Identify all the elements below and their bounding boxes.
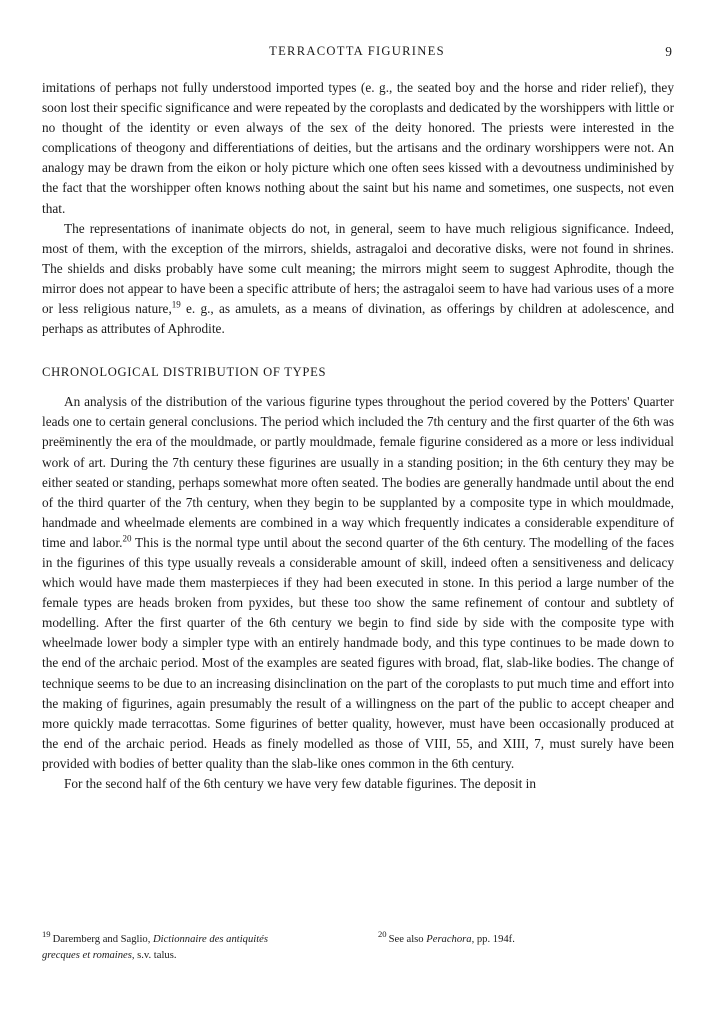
paragraph-2-part-b: e. g., as amulets, as a means of divination, as offerings by children at adolescence, and perhaps as attributes of Aphrodite. xyxy=(42,301,674,337)
paragraph-3-part-a: An analysis of the distribution of the various figurine types throughout the period covered by the Potters' Quarter leads one to certain general conclusions. The period which included the 7th century and the first quarter of the 6th was preëminently the era of the mouldmade, or partly mouldmade, female figurine considered as a more or less individual work of art. During the 7th century these figurines are usually in a standing position; in the 6th century they may be either seated or standing, perhaps somewhat more often seated. The bodies are generally handmade until about the end of the third quarter of the 7th century, when they begin to be supplanted by a composite type in which mouldmade, handmade and wheelmade elements are combined in a way which frequently indicates a considerable expenditure of time and labor. xyxy=(42,394,674,550)
footnote-ref-20: 20 xyxy=(122,533,132,544)
footnote-20-title: Perachora, xyxy=(426,934,475,945)
page-title: TERRACOTTA FIGURINES xyxy=(269,44,445,58)
page-number: 9 xyxy=(665,44,672,59)
footnote-19-text-b: grecques et romaines, xyxy=(42,949,135,961)
body-text-column xyxy=(42,78,674,794)
footnote-20-text-a: See also xyxy=(388,934,427,945)
footnote-19-text-a: Daremberg and Saglio, xyxy=(52,934,154,945)
footnote-20-text-b: pp. 194f. xyxy=(474,934,515,945)
footnote-19-marker: 19 xyxy=(42,929,51,940)
footnotes-area xyxy=(42,929,674,963)
footnote-19-title: Dictionnaire des antiquités xyxy=(153,934,268,945)
paragraph-3-part-b: This is the normal type until about the second quarter of the 6th century. The modelling of the faces in the figurines of this type usually reveals a considerable amount of skill, indeed often a sensitiveness and delicacy which would have made them masterpieces if they had been executed in stone. In this period a large number of the female types are heads broken from pyxides, but these too show the same refinement of contour and subtlety of modelling. After the first quarter of the 6th century we begin to find side by side with the composite type with wheelmade lower body a simpler type with an entirely handmade body, and this type continues to be made down to the end of the archaic period. Most of the examples are seated figures with broad, flat, slab-like bodies. The change of technique seems to be due to an increasing disinclination on the part of the coroplasts to put much time and effort into the making of figurines, again presumably the result of a willingness on the part of the public to accept cheaper and more quickly made terracottas. Some figurines of better quality, however, must have been occasionally produced at the end of the archaic period. Heads as finely modelled as those of VIII, 55, and XIII, 7, must surely have been provided with bodies of better quality than the slab-like ones common in the 6th century. xyxy=(42,534,674,771)
footnote-19-text-c: s.v. talus. xyxy=(134,949,177,961)
paragraph-2-part-a: The representations of inanimate objects do not, in general, seem to have much religious significance. Indeed, most of them, with the exception of the mirrors, shields, astragaloi and decorative disks, were not found in shrines. The shields and disks probably have some cult meaning; the mirrors might seem to suggest Aphrodite, though the mirror does not appear to have been a specific attribute of hers; the astragaloi seem to have had various uses of a more or less religious nature, xyxy=(42,220,674,317)
section-heading: CHRONOLOGICAL DISTRIBUTION OF TYPES xyxy=(42,365,327,380)
footnote-19-continuation xyxy=(42,948,362,964)
footnote-20-marker: 20 xyxy=(378,929,387,940)
paragraph-1: imitations of perhaps not fully understood imported types (e. g., the seated boy and the horse and rider relief), they soon lost their specific significance and were repeated by the coroplasts and dedicated by the worshippers with little or no thought of the identity or even always of the sex of the deity honored. The priests were interested in the complications of theogony and differentiations of deities, but the artisans and the ordinary worshippers were not. An analogy may be drawn from the eikon or holy picture which one often sees kissed with a devoutness undiminished by the fact that the worshipper often knows nothing about the saint but his name and sometimes, one suspects, not even that. xyxy=(42,80,674,216)
paragraph-4: For the second half of the 6th century we have very few datable figurines. The deposit in xyxy=(64,776,537,791)
footnote-ref-19: 19 xyxy=(171,299,181,310)
running-head xyxy=(42,44,672,62)
paragraph-2 xyxy=(42,219,674,340)
footnote-row xyxy=(42,929,674,963)
footnote-19 xyxy=(42,929,362,963)
footnote-20 xyxy=(378,929,674,948)
paragraph-3 xyxy=(42,392,674,774)
